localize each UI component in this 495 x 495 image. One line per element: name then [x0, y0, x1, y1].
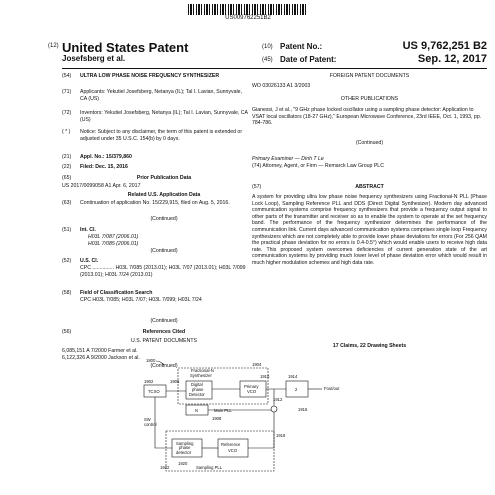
code-notice: ( * )	[62, 129, 71, 135]
foreign-row: WO 03026133 A1 3/2003	[252, 83, 311, 89]
foreign-heading: FOREIGN PATENT DOCUMENTS	[329, 73, 410, 79]
prior-publication-heading: Prior Publication Data	[136, 175, 192, 181]
rvco-label-2: VCO	[228, 448, 238, 453]
code-63: (63)	[62, 200, 72, 206]
authors: Josefsberg et al.	[62, 54, 126, 63]
reference-2: 6,122,326 A 9/2000 Jackson et al.	[62, 355, 140, 361]
abstract-text: A system for providing ultra low phase noise frequency synthesizers using Fractional-N PLL (Phase Lock Loop), Sampling Reference PLL and DDS (Direct Digital Synthesizer). Modern day advanced communication systems comprise frequency synthesizers that provide a frequency output signal to other parts of the transmitter and receiver so as to enable the system to operate at the set frequency band. The performance of the frequency synthesizer determines the performance of the communication link. Current days advanced communication systems comprises single loop Frequency synthesizers which are not completely able to provide lower phase deviations for errors (For 256 QAM the practical phase deviation for no errors is 0.4-0.5°) which would enable users to receive high data rate. This proposed system overcomes deficiencies of current generation state of the art communication systems by providing much lower level of phase deviation error which would result in much higher modulation schemes and high data rate.	[252, 194, 487, 266]
code-57: (57)	[252, 184, 262, 190]
int-cl: Int. Cl.	[80, 227, 96, 233]
code-52: (52)	[62, 258, 72, 264]
label-1908: 1908	[212, 416, 222, 421]
patent-title	[48, 40, 189, 55]
reference-1: 6,085,151 A 7/2000 Farmer et al.	[62, 348, 138, 354]
code-21: (21)	[62, 154, 72, 160]
label-1922: 1922	[160, 465, 170, 470]
code-45: (45)	[262, 57, 273, 63]
code-72: (72)	[62, 110, 72, 116]
code-22: (22)	[62, 164, 72, 170]
label-1916: 1916	[298, 407, 308, 412]
dpd-label-3: Detector	[189, 392, 205, 397]
filed: Filed: Dec. 15, 2016	[80, 164, 128, 170]
patent-number-label: Patent No.:	[280, 42, 323, 51]
label-1920: 1920	[178, 461, 188, 466]
invention-title: ULTRA LOW PHASE NOISE FREQUENCY SYNTHESIZER	[80, 73, 220, 79]
continued-3: (Continued)	[150, 318, 178, 324]
continued-4: (Continued)	[150, 363, 178, 369]
label-1912: 1912	[273, 397, 283, 402]
rvco-to-mixer-line	[248, 412, 274, 448]
patent-title-text: United States Patent	[62, 40, 189, 55]
label-1910: 1910	[260, 374, 270, 379]
attorney: (74) Attorney, Agent, or Firm — Remarck Law Group PLC	[252, 163, 384, 169]
inventors: Inventors: Yekutiel Josefsberg, Netanya (IL); Tal I. Lavian, Sunnyvale, CA (US)	[80, 110, 248, 123]
code-56: (56)	[62, 329, 72, 335]
other-publications-heading: OTHER PUBLICATIONS	[340, 96, 399, 102]
mixer-icon	[271, 406, 277, 412]
abstract-heading-row	[252, 184, 487, 192]
rvco-label-1: Reference	[221, 442, 241, 447]
main-pll-label: Main PLL	[214, 408, 232, 413]
code-54: (54)	[62, 73, 72, 79]
appl-no: Appl. No.: 15/379,860	[80, 154, 132, 160]
barcode-number: US009762251B2	[225, 15, 271, 21]
spd-label-1: Sampling	[176, 441, 194, 446]
date-of-patent: Sep. 12, 2017	[417, 53, 487, 65]
date-label: Date of Patent:	[280, 55, 337, 64]
code-71: (71)	[62, 89, 72, 95]
applicants: Applicants: Yekutiel Josefsberg, Netanya (IL); Tal I. Lavian, Sunnyvale, CA (US)	[80, 89, 242, 102]
continued-1: (Continued)	[150, 216, 178, 222]
divider-value: 2	[295, 387, 298, 392]
references-cited: References Cited	[142, 329, 186, 335]
abstract-heading: ABSTRACT	[355, 184, 384, 190]
primary-examiner: Primary Examiner — Dinh T Le	[252, 156, 324, 162]
label-1904: 1904	[252, 362, 262, 367]
other-publications: Gianessi, J et al., "9 GHz phase locked oscillator using a sampling phase detector: Application to VSAT local oscillators (18-27 GHz)," European Microwave Conference, 23rd IEEE, Oct. 1, 1993, pp. 784-786.	[252, 107, 482, 127]
dpd-label-2: phase	[192, 387, 204, 392]
sw-label-2: control	[144, 422, 157, 427]
n-divider-label: N	[195, 408, 199, 413]
code-12: (12)	[48, 43, 59, 49]
continued-2: (Continued)	[150, 248, 178, 254]
continued-right: (Continued)	[355, 140, 384, 146]
pvco-label-2: VCO	[247, 389, 257, 394]
int-cl-2: H03L 7/085 (2006.01)	[88, 241, 139, 247]
field-cpc: CPC H03L 7/085; H03L 7/07; H03L 7/099; H03L 7/24	[80, 297, 202, 303]
continuation: Continuation of application No. 15/229,915, filed on Aug. 5, 2016.	[80, 200, 230, 206]
claims-count: 17 Claims, 22 Drawing Sheets	[332, 343, 407, 349]
label-1906: 1906	[170, 379, 180, 384]
header-rule	[62, 68, 487, 69]
svg-text:1800: 1800	[146, 358, 156, 363]
tcxo-to-spd-line	[155, 397, 172, 448]
block-diagram	[140, 357, 350, 481]
us-cl: U.S. Cl.	[80, 258, 99, 264]
int-cl-1: H03L 7/087 (2006.01)	[88, 234, 139, 240]
prior-publication-row: US 2017/0099058 A1 Apr. 6, 2017	[62, 183, 141, 189]
fracn-label-2: Synthesizer	[190, 373, 212, 378]
spd-label-2: phase	[179, 445, 191, 450]
label-1918: 1918	[276, 433, 286, 438]
code-51: (51)	[62, 227, 72, 233]
spd-label-3: detector	[176, 450, 192, 455]
figure-ref-1800	[146, 358, 164, 365]
notice: Notice: Subject to any disclaimer, the term of this patent is extended or adjusted under 35 U.S.C. 154(b) by 0 days.	[80, 129, 243, 142]
tcxo-label: TCXO	[148, 389, 160, 394]
label-1914: 1914	[288, 374, 298, 379]
output-label: Fout/out	[324, 386, 340, 391]
related-heading: Related U.S. Application Data	[127, 192, 201, 198]
fracn-label-1: Fractional-N	[191, 368, 214, 373]
dpd-label-1: Digital	[191, 382, 203, 387]
patent-number: US 9,762,251 B2	[402, 40, 487, 52]
field-of-search: Field of Classification Search	[80, 290, 153, 296]
label-1902: 1902	[144, 379, 154, 384]
sampling-pll-label: Sampling PLL	[196, 465, 223, 470]
sw-label-1: SW	[144, 417, 151, 422]
code-65: (65)	[62, 175, 72, 181]
date-row	[262, 55, 487, 67]
us-patent-docs: U.S. PATENT DOCUMENTS	[131, 338, 197, 344]
cpc: CPC ............... H03L 7/085 (2013.01); H03L 7/07 (2013.01); H03L 7/099 (2013.01); H03L 7/24 (2013.01)	[80, 265, 246, 278]
code-10: (10)	[262, 44, 273, 50]
code-58: (58)	[62, 290, 72, 296]
pvco-label-1: Primary	[244, 384, 259, 389]
barcode	[188, 4, 308, 15]
